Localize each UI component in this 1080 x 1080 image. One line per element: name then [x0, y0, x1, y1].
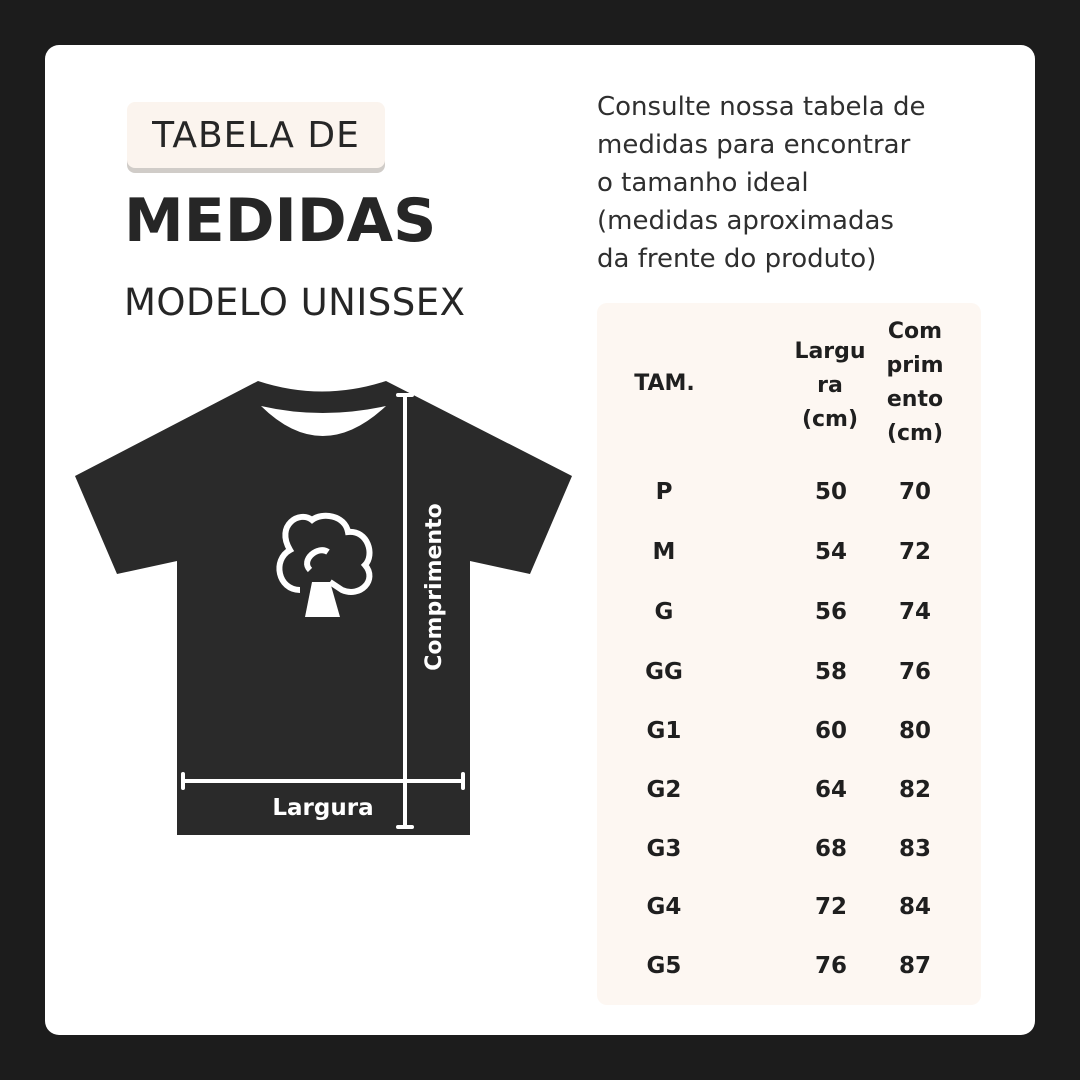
cell-width: 50 [814, 479, 847, 505]
header-size: TAM. [634, 371, 695, 396]
description-line: da frente do produto) [597, 244, 877, 274]
page-title: MEDIDAS [124, 186, 437, 256]
cell-size: P [655, 479, 673, 505]
cell-width: 58 [814, 659, 847, 685]
cell-length: 82 [898, 777, 931, 803]
cell-size: G4 [646, 894, 682, 920]
cell-length: 72 [898, 539, 931, 565]
cell-width: 64 [814, 777, 847, 803]
cell-size: G2 [646, 777, 682, 803]
cell-width: 54 [814, 539, 847, 565]
size-table [597, 303, 981, 1005]
cell-width: 68 [814, 836, 847, 862]
cell-size: G [654, 599, 674, 625]
cell-width: 76 [814, 953, 847, 979]
description-line: Consulte nossa tabela de [597, 92, 926, 122]
width-label: Largura [272, 795, 374, 821]
cell-length: 87 [898, 953, 931, 979]
header-width: Largu ra (cm) [794, 339, 866, 432]
length-label: Comprimento [422, 503, 447, 671]
cell-length: 70 [898, 479, 931, 505]
cell-width: 56 [814, 599, 847, 625]
cell-size: G3 [646, 836, 682, 862]
cell-size: M [652, 539, 676, 565]
cell-size: G1 [646, 718, 682, 744]
description-line: (medidas aproximadas [597, 206, 894, 236]
cell-size: GG [645, 659, 683, 685]
cell-width: 60 [814, 718, 847, 744]
header-length: Com prim ento (cm) [886, 319, 944, 446]
cell-length: 76 [898, 659, 931, 685]
title-badge: TABELA DE [127, 102, 385, 168]
description-line: medidas para encontrar [597, 130, 911, 160]
cell-length: 74 [898, 599, 931, 625]
cell-length: 84 [898, 894, 931, 920]
cell-size: G5 [646, 953, 682, 979]
description-line: o tamanho ideal [597, 168, 809, 198]
cell-length: 83 [898, 836, 931, 862]
page-subtitle: MODELO UNISSEX [124, 281, 466, 324]
cell-length: 80 [898, 718, 931, 744]
cell-width: 72 [814, 894, 847, 920]
